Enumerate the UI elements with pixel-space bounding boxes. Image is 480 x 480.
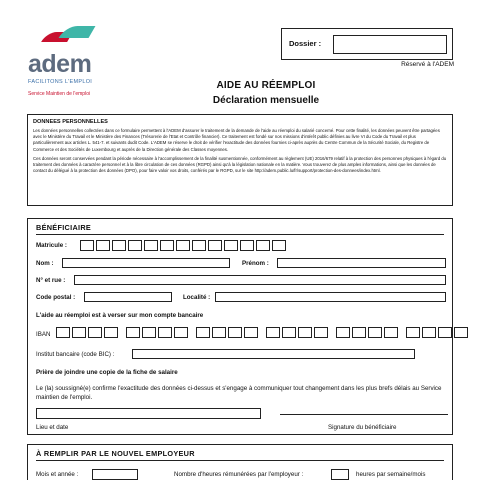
place-date-field[interactable] (36, 408, 261, 419)
matricule-cell[interactable] (240, 240, 254, 251)
bic-field[interactable] (132, 349, 415, 359)
iban-cell[interactable] (212, 327, 226, 338)
matricule-cell[interactable] (208, 240, 222, 251)
privacy-section (27, 114, 453, 206)
matricule-cell[interactable] (144, 240, 158, 251)
iban-cell[interactable] (422, 327, 436, 338)
matricule-cell[interactable] (160, 240, 174, 251)
iban-cell[interactable] (142, 327, 156, 338)
beneficiary-title: BÉNÉFICIAIRE (36, 223, 92, 232)
matricule-field[interactable] (80, 240, 288, 251)
nom-label: Nom : (36, 260, 54, 267)
hours-label: Nombre d'heures rémunérées par l'employeur : (174, 471, 304, 478)
iban-cell[interactable] (352, 327, 366, 338)
dossier-label: Dossier : (289, 39, 322, 48)
month-year-field[interactable] (92, 469, 138, 480)
iban-cell[interactable] (158, 327, 172, 338)
privacy-title: DONNEES PERSONNELLES (33, 119, 108, 125)
rue-label: N° et rue : (36, 277, 66, 284)
dossier-field[interactable] (333, 35, 447, 54)
iban-cell[interactable] (336, 327, 350, 338)
postal-field[interactable] (84, 292, 172, 302)
localite-label: Localité : (183, 294, 211, 301)
employer-section (27, 444, 453, 480)
iban-cell[interactable] (56, 327, 70, 338)
matricule-label: Matricule : (36, 242, 67, 249)
bank-heading: L'aide au réemploi est à verser sur mon compte bancaire (36, 312, 204, 319)
localite-field[interactable] (215, 292, 446, 302)
iban-cell[interactable] (72, 327, 86, 338)
section-divider (36, 234, 444, 235)
matricule-cell[interactable] (256, 240, 270, 251)
payslip-heading: Prière de joindre une copie de la fiche de salaire (36, 369, 178, 376)
matricule-cell[interactable] (176, 240, 190, 251)
matricule-cell[interactable] (96, 240, 110, 251)
iban-cell[interactable] (406, 327, 420, 338)
iban-cell[interactable] (88, 327, 102, 338)
month-year-label: Mois et année : (36, 471, 79, 478)
iban-label: IBAN (36, 331, 51, 338)
signature-label: Signature du bénéficiaire (328, 424, 397, 431)
privacy-paragraph-1: Les données personnelles collectées dans ce formulaire permettent à l'ADEM d'assurer le traitement de la demande de l'aide au réemploi du salarié concerné. Pour cette finalité, les données peuvent être partagées avec le Ministère du Travail et le Ministère des Finances (Trésorerie de l'Etat et Contrôle financier). Ce traitement est fondé sur nos missions d'intérêt public définies au livre VI du Code du Travail et plus particulièrement aux articles L. 541-7. et suivants dudit Code. L'ADEM se réserve le droit de vérifier l'exactitude des données fournies ci-après auprès du Centre Commun de la Sécurité Sociale, du Registre de Commerce et des Sociétés de Luxembourg et auprès de la Direction générale des Classes moyennes. (33, 128, 440, 152)
dossier-box (281, 28, 453, 60)
hours-unit-label: heures par semaine/mois (356, 471, 426, 478)
privacy-paragraph-2: Ces données seront conservées pendant la période nécessaire à l'accomplissement de la finalité susmentionnée, conformément au règlement (UE) 2016/679 relatif à la protection des personnes physiques à l'égard du traitement des données à caractère personnel et à la libre circulation de ces données (RGPD) ainsi qu'à la législation nationale en la matière. Vous trouverez de plus amples informations, ainsi que les données de contact du délégué à la protection des données (DPO), pour faire valoir vos droits, conférés par le RGPD, sur le site http://adem.public.lu/fr/support/protection-des-donnees/index.html. (33, 155, 447, 174)
logo-word: adem (28, 50, 92, 78)
reserve-note: Réservé à l'ADEM (401, 61, 454, 68)
matricule-cell[interactable] (224, 240, 238, 251)
matricule-cell[interactable] (80, 240, 94, 251)
iban-cell[interactable] (266, 327, 280, 338)
iban-cell[interactable] (282, 327, 296, 338)
matricule-cell[interactable] (112, 240, 126, 251)
nom-field[interactable] (62, 258, 230, 268)
adem-logo (28, 26, 108, 97)
signature-line[interactable] (280, 414, 448, 415)
beneficiary-section (27, 218, 453, 435)
employer-title: À REMPLIR PAR LE NOUVEL EMPLOYEUR (36, 449, 195, 458)
iban-cell[interactable] (244, 327, 258, 338)
bic-label: Institut bancaire (code BIC) : (36, 351, 115, 358)
iban-cell[interactable] (438, 327, 452, 338)
logo-tagline: FACILITONS L'EMPLOI (28, 79, 93, 85)
page-title: AIDE AU RÉEMPLOI (216, 80, 316, 91)
iban-cell[interactable] (384, 327, 398, 338)
matricule-cell[interactable] (128, 240, 142, 251)
section-divider (36, 460, 444, 461)
iban-cell[interactable] (298, 327, 312, 338)
place-date-label: Lieu et date (36, 424, 69, 431)
iban-field[interactable] (56, 327, 470, 338)
prenom-label: Prénom : (242, 260, 269, 267)
prenom-field[interactable] (277, 258, 446, 268)
logo-swoosh-icon (28, 26, 108, 50)
iban-cell[interactable] (174, 327, 188, 338)
iban-cell[interactable] (314, 327, 328, 338)
matricule-cell[interactable] (272, 240, 286, 251)
matricule-cell[interactable] (192, 240, 206, 251)
iban-cell[interactable] (228, 327, 242, 338)
iban-cell[interactable] (126, 327, 140, 338)
logo-service: Service Maintien de l'emploi (28, 91, 91, 97)
iban-cell[interactable] (368, 327, 382, 338)
iban-cell[interactable] (196, 327, 210, 338)
iban-cell[interactable] (104, 327, 118, 338)
postal-label: Code postal : (36, 294, 76, 301)
rue-field[interactable] (74, 275, 446, 285)
confirmation-statement: Le (la) soussigné(e) confirme l'exactitude des données ci-dessus et s'engage à communiquer tout changement dans les plus brefs délais au Service maintien de l'emploi. (36, 385, 442, 401)
hours-field[interactable] (331, 469, 349, 480)
page-subtitle: Déclaration mensuelle (212, 95, 320, 106)
iban-cell[interactable] (454, 327, 468, 338)
